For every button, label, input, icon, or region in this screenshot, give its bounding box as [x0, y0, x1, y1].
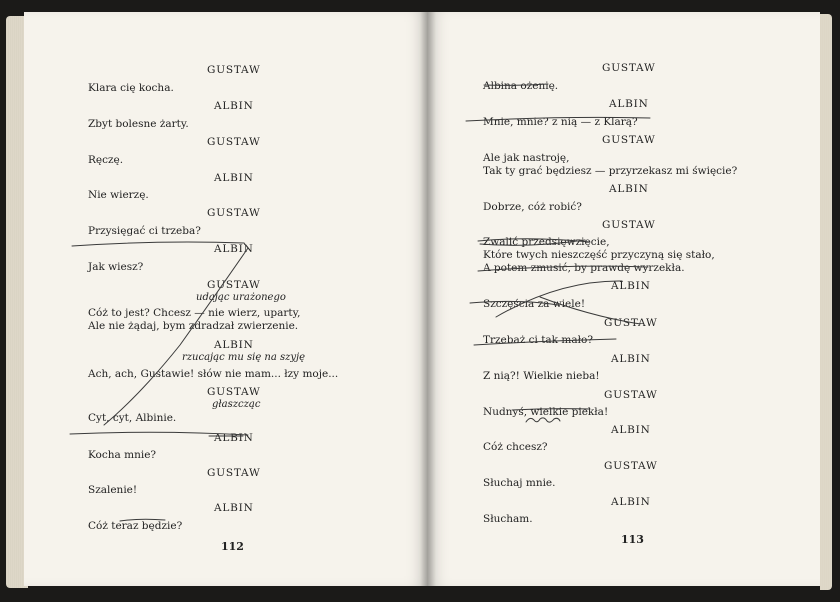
dialogue-line: Ręczę.: [88, 154, 124, 166]
speaker-name: GUSTAW: [602, 219, 656, 231]
speaker-name: ALBIN: [611, 496, 651, 508]
dialogue-line: Słuchaj mnie.: [483, 477, 556, 489]
speaker-name: GUSTAW: [207, 467, 261, 479]
speaker-name: ALBIN: [214, 243, 254, 255]
stage-direction: głaszcząc: [212, 399, 261, 410]
dialogue-line: Cóż chcesz?: [483, 441, 548, 453]
dialogue-line: Zbyt bolesne żarty.: [88, 118, 189, 130]
dialogue-line: Nie wierzę.: [88, 189, 149, 201]
speaker-name: ALBIN: [214, 432, 254, 444]
speaker-name: ALBIN: [609, 98, 649, 110]
dialogue-line: Albina ożenię.: [483, 80, 559, 92]
speaker-name: GUSTAW: [207, 279, 261, 291]
dialogue-line: Klara cię kocha.: [88, 82, 174, 94]
stage-direction: rzucając mu się na szyję: [182, 352, 306, 363]
speaker-name: GUSTAW: [207, 136, 261, 148]
speaker-name: ALBIN: [611, 280, 651, 292]
dialogue-line: Dobrze, cóż robić?: [483, 201, 582, 213]
book-gutter: [420, 12, 436, 586]
speaker-name: GUSTAW: [207, 207, 261, 219]
dialogue-line: Szalenie!: [88, 484, 138, 496]
speaker-name: ALBIN: [611, 424, 651, 436]
page-number: 112: [221, 540, 244, 553]
speaker-name: ALBIN: [214, 339, 254, 351]
page-number: 113: [621, 533, 644, 546]
dialogue-line: Słucham.: [483, 513, 533, 525]
dialogue-line: Jak wiesz?: [88, 261, 144, 273]
dialogue-line: Cyt, cyt, Albinie.: [88, 412, 177, 424]
right-page: [428, 12, 820, 586]
speaker-name: ALBIN: [214, 502, 254, 514]
dialogue-line: Które twych nieszczęść przyczyną się stało,: [483, 249, 715, 261]
dialogue-line: Trzebaż ci tak mało?: [483, 334, 593, 346]
dialogue-line: Szczęścia za wiele!: [483, 298, 586, 310]
dialogue-line: Cóż teraz będzie?: [88, 520, 183, 532]
speaker-name: ALBIN: [611, 353, 651, 365]
speaker-name: GUSTAW: [604, 317, 658, 329]
dialogue-line: Z nią?! Wielkie nieba!: [483, 370, 600, 382]
dialogue-line: Ale jak nastroję,: [483, 152, 570, 164]
open-book: [6, 10, 832, 596]
dialogue-line: Kocha mnie?: [88, 449, 157, 461]
dialogue-line: Nudnyś, wielkie piekła!: [483, 406, 609, 418]
dialogue-line: Tak ty grać będziesz — przyrzekasz mi święcie?: [483, 165, 738, 177]
page-edges-right: [820, 14, 832, 590]
dialogue-line: Ale nie żądaj, bym zdradzał zwierzenie.: [88, 320, 299, 332]
dialogue-line: Ach, ach, Gustawie! słów nie mam... łzy moje...: [88, 368, 339, 380]
speaker-name: GUSTAW: [207, 386, 261, 398]
speaker-name: GUSTAW: [604, 389, 658, 401]
dialogue-line: Mnie, mnie? z nią — z Klarą?: [483, 116, 638, 128]
dialogue-line: Cóż to jest? Chcesz — nie wierz, uparty,: [88, 307, 301, 319]
speaker-name: GUSTAW: [602, 62, 656, 74]
speaker-name: GUSTAW: [602, 134, 656, 146]
dialogue-line: Przysięgać ci trzeba?: [88, 225, 201, 237]
speaker-name: ALBIN: [214, 172, 254, 184]
dialogue-line: Zwalić przedsięwzięcie,: [483, 236, 610, 248]
speaker-name: GUSTAW: [604, 460, 658, 472]
dialogue-line: A potem zmusić, by prawdę wyrzekła.: [483, 262, 685, 274]
stage-direction: udając urażonego: [196, 292, 286, 303]
speaker-name: ALBIN: [214, 100, 254, 112]
speaker-name: GUSTAW: [207, 64, 261, 76]
speaker-name: ALBIN: [609, 183, 649, 195]
left-page: [24, 12, 428, 586]
